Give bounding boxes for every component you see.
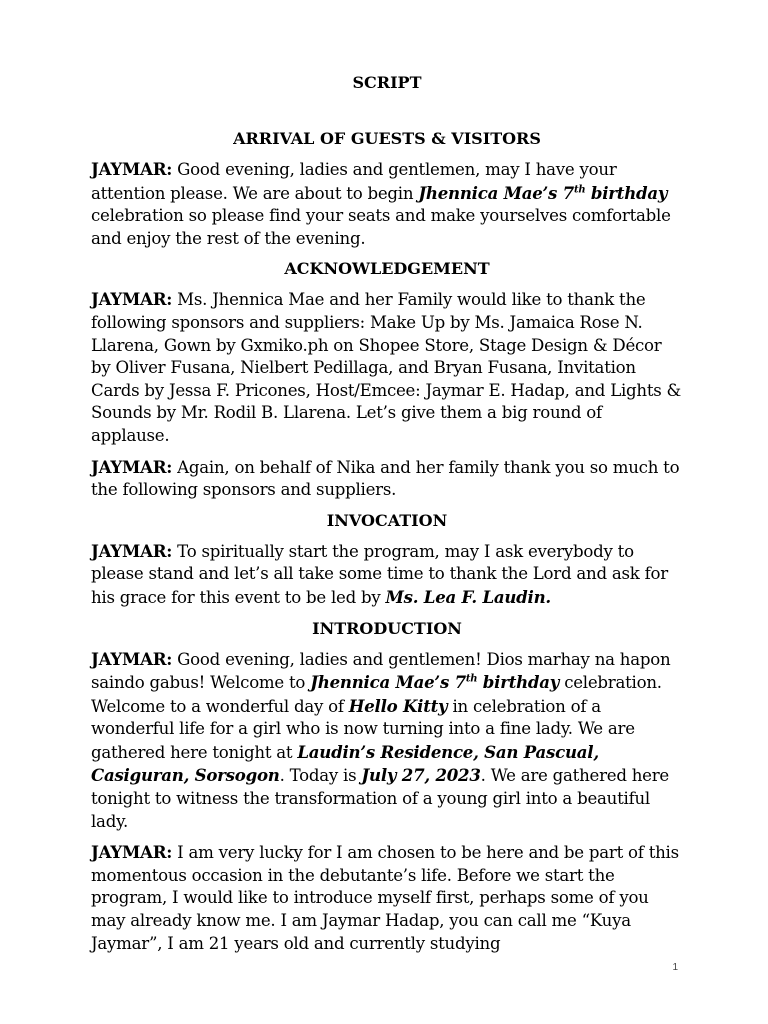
emphasized-text: birthday <box>477 672 560 693</box>
paragraph-text: Good evening, ladies and gentlemen, may I have your attention please. We are about to begin <box>91 160 617 203</box>
speaker-label: JAYMAR: <box>91 159 173 179</box>
emphasized-text: July 27, 2023 <box>361 765 481 786</box>
emphasized-text: Jhennica Mae’s 7 <box>418 182 574 203</box>
section-heading: ACKNOWLEDGEMENT <box>284 259 490 279</box>
paragraph-text: Ms. Jhennica Mae and her Family would like to thank the following sponsors and suppliers: Make Up by Ms. Jamaica Rose N. Llarena, Gown by Gxmiko.ph on Shopee Store, Stage Design & Décor by Oliver Fusana, Nielbert Pedillaga, and Bryan Fusana, Invitation Cards by Jessa F. Pricones, Host/Emcee: Jaymar E. Hadap, and Lights & Sounds by Mr. Rodil B. Llarena. Let’s give them a big round of applause. <box>91 290 682 445</box>
paragraph-text: To spiritually start the program, may I ask everybody to please stand and let’s all take some time to thank the Lord and ask for his grace for this event to be led by <box>91 541 668 607</box>
paragraph-text: celebration so please find your seats and make yourselves comfortable and enjoy the rest of the evening. <box>91 206 671 248</box>
section-heading: INVOCATION <box>326 510 448 530</box>
speaker-label: JAYMAR: <box>91 456 173 477</box>
section-heading: INTRODUCTION <box>312 618 462 638</box>
paragraph-text: celebration. Welcome to a wonderful day of <box>91 673 662 716</box>
paragraph-text: . We are gathered here tonight to witness the transformation of a young girl into a beautiful lady. <box>91 766 670 831</box>
paragraph-text: Good evening, ladies and gentlemen! Dios marhay na hapon saindo gabus! Welcome to <box>91 649 671 693</box>
script-paragraph <box>91 158 683 250</box>
emphasized-text: th <box>465 673 478 685</box>
script-paragraph <box>91 841 683 955</box>
script-paragraph <box>91 288 683 447</box>
paragraph-text: Again, on behalf of Nika and her family thank you so much to the following sponsors and suppliers. <box>91 457 680 500</box>
emphasized-text: th <box>573 184 586 196</box>
speaker-label: JAYMAR: <box>91 540 173 561</box>
paragraph-text: I am very lucky for I am chosen to be here and be part of this momentous occasion in the debutante’s life. Before we start the program, I would like to introduce myself first, perhaps some of you may already know me. I am Jaymar Hadap, you can call me “Kuya Jaymar”, I am 21 years old and currently studying <box>91 843 679 953</box>
emphasized-text: Hello Kitty <box>348 695 448 716</box>
speaker-label: JAYMAR: <box>91 289 173 310</box>
script-paragraph <box>91 456 683 502</box>
speaker-label: JAYMAR: <box>91 842 173 863</box>
emphasized-text: birthday <box>585 182 668 203</box>
page-number: 1 <box>672 962 678 973</box>
speaker-label: JAYMAR: <box>91 648 173 669</box>
document-title: SCRIPT <box>352 73 422 92</box>
paragraph-text: . Today is <box>279 766 362 786</box>
script-paragraph <box>91 648 683 834</box>
section-heading: ARRIVAL OF GUESTS & VISITORS <box>233 129 541 148</box>
emphasized-text: Jhennica Mae’s 7 <box>310 672 466 693</box>
script-paragraph <box>91 540 683 610</box>
document-body <box>91 72 683 963</box>
paragraph-text: in celebration of a wonderful life for a girl who is now turning into a fine lady. We are gathered here tonight at <box>91 696 635 762</box>
emphasized-text: Laudin’s Residence, San Pascual, Casiguran, Sorsogon <box>91 741 599 786</box>
emphasized-text: Ms. Lea F. Laudin. <box>385 586 551 607</box>
